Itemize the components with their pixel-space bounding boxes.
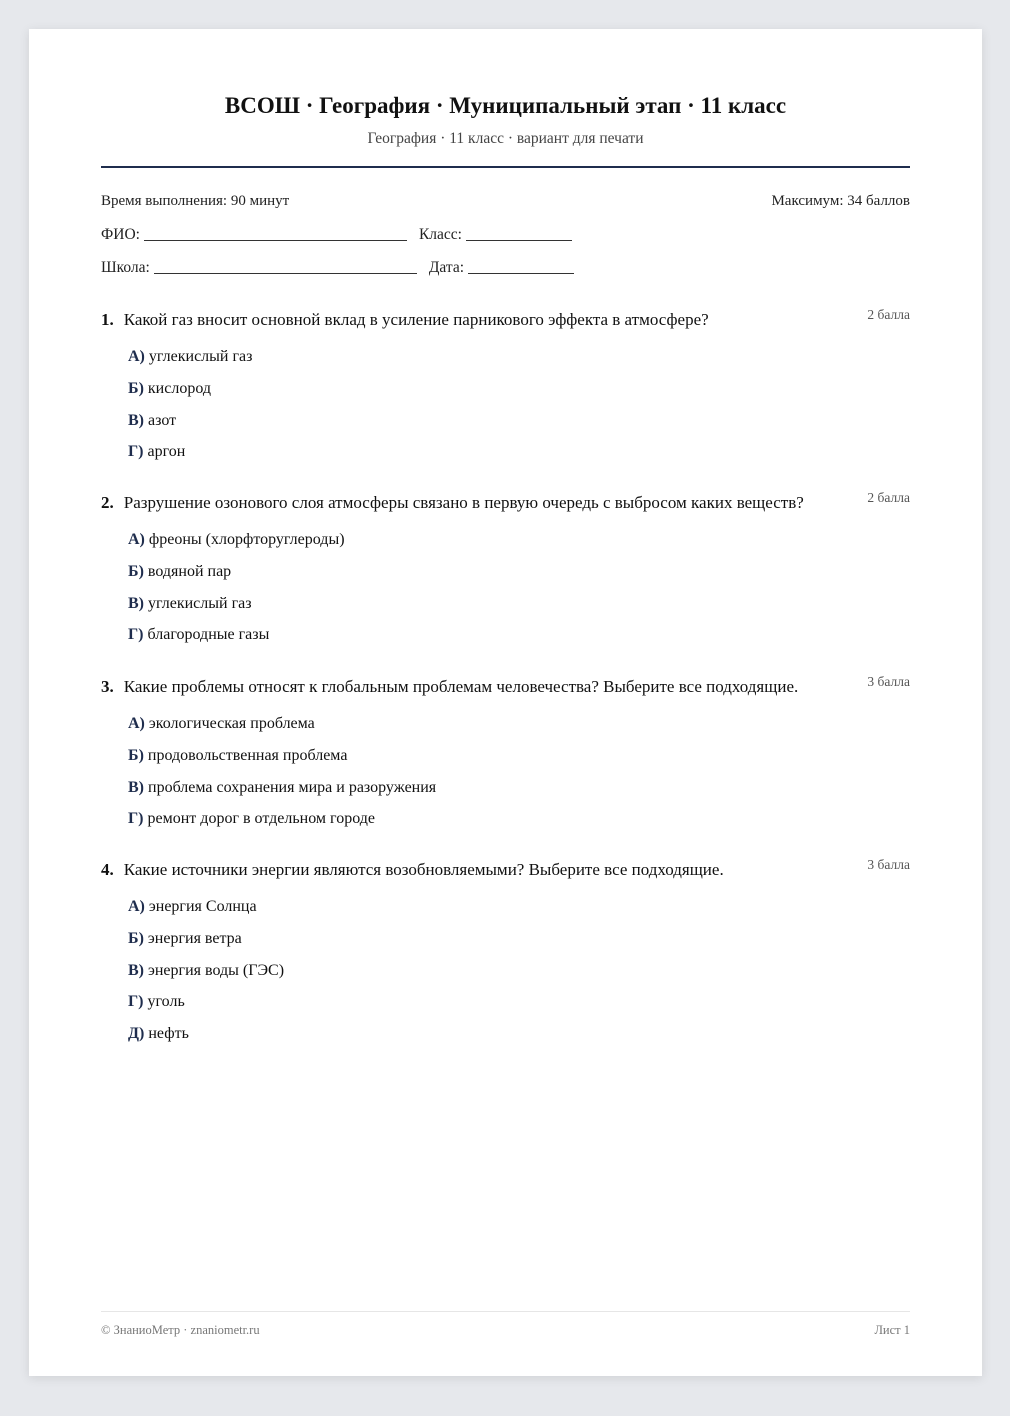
- question-number: 4.: [101, 860, 114, 879]
- option-text: энергия Солнца: [148, 898, 257, 915]
- answer-options: [128, 531, 345, 658]
- header-divider: [101, 166, 910, 168]
- answer-options: [128, 898, 284, 1057]
- answer-option[interactable]: [128, 930, 284, 962]
- footer-copyright: © ЗнаниоМетр · znaniometr.ru: [101, 1323, 260, 1337]
- option-letter: Г): [128, 626, 144, 644]
- option-letter: А): [128, 715, 145, 732]
- question-1: [101, 307, 910, 461]
- footer-sheet-number: Лист 1: [874, 1323, 910, 1337]
- option-text: энергия ветра: [147, 929, 242, 947]
- answer-option[interactable]: [128, 747, 436, 779]
- answer-option[interactable]: [128, 993, 284, 1025]
- option-text: азот: [148, 411, 177, 429]
- option-letter: А): [128, 898, 145, 915]
- date-blank[interactable]: [468, 259, 574, 274]
- option-letter: Б): [128, 379, 144, 397]
- option-letter: В): [128, 594, 144, 612]
- option-letter: Г): [128, 810, 144, 828]
- question-points: 2 балла: [867, 490, 910, 505]
- answer-option[interactable]: [128, 810, 436, 842]
- question-points: 2 балла: [867, 307, 910, 322]
- answer-options: [128, 348, 252, 475]
- option-text: ремонт дорог в отдельном городе: [147, 810, 375, 828]
- option-text: экологическая проблема: [148, 715, 315, 732]
- question-prompt: Разрушение озонового слоя атмосферы связано в первую очередь с выбросом каких веществ?: [123, 493, 804, 512]
- option-text: водяной пар: [147, 562, 232, 580]
- question-number: 2.: [101, 493, 114, 512]
- answer-option[interactable]: [128, 380, 252, 412]
- option-text: аргон: [147, 443, 186, 461]
- question-4: [101, 857, 910, 1043]
- answer-option[interactable]: [128, 443, 252, 475]
- question-text: [101, 493, 910, 513]
- fio-class-row: [101, 226, 572, 244]
- option-text: благородные газы: [147, 626, 270, 644]
- option-letter: В): [128, 411, 144, 429]
- answer-option[interactable]: [128, 563, 345, 595]
- option-text: уголь: [147, 993, 185, 1011]
- option-letter: Б): [128, 929, 144, 947]
- answer-option[interactable]: [128, 595, 345, 627]
- question-points: 3 балла: [867, 857, 910, 872]
- page-subtitle: География · 11 класс · вариант для печати: [367, 130, 644, 147]
- answer-options: [128, 715, 436, 842]
- answer-option[interactable]: [128, 348, 252, 380]
- question-prompt: Какой газ вносит основной вклад в усиление парникового эффекта в атмосфере?: [123, 310, 709, 329]
- option-letter: Б): [128, 746, 144, 764]
- fio-blank[interactable]: [144, 226, 407, 241]
- answer-option[interactable]: [128, 412, 252, 444]
- school-blank[interactable]: [154, 259, 417, 274]
- option-text: энергия воды (ГЭС): [148, 961, 285, 979]
- question-prompt: Какие проблемы относят к глобальным проблемам человечества? Выберите все подходящие.: [123, 677, 799, 696]
- class-blank[interactable]: [466, 226, 572, 241]
- answer-option[interactable]: [128, 715, 436, 747]
- question-text: [101, 310, 910, 330]
- option-letter: Г): [128, 993, 144, 1011]
- option-text: кислород: [147, 379, 212, 397]
- answer-option[interactable]: [128, 898, 284, 930]
- page-title: ВСОШ · География · Муниципальный этап · 11 класс: [224, 93, 787, 118]
- option-text: углекислый газ: [148, 594, 252, 612]
- school-date-row: [101, 259, 574, 277]
- option-letter: Г): [128, 443, 144, 461]
- option-letter: В): [128, 778, 144, 796]
- option-letter: А): [128, 348, 145, 365]
- answer-option[interactable]: [128, 531, 345, 563]
- question-points: 3 балла: [867, 674, 910, 689]
- fio-label: ФИО:: [101, 226, 140, 243]
- option-letter: Б): [128, 562, 144, 580]
- footer-divider: [101, 1311, 910, 1312]
- option-letter: Д): [128, 1025, 145, 1043]
- class-label: Класс:: [418, 226, 462, 243]
- option-text: проблема сохранения мира и разоружения: [148, 778, 437, 796]
- answer-option[interactable]: [128, 962, 284, 994]
- option-text: продовольственная проблема: [147, 746, 348, 764]
- question-2: [101, 490, 910, 644]
- time-limit: Время выполнения: 90 минут: [101, 193, 290, 209]
- option-text: нефть: [148, 1025, 189, 1043]
- option-letter: В): [128, 961, 144, 979]
- question-number: 3.: [101, 677, 114, 696]
- answer-option[interactable]: [128, 1025, 284, 1057]
- option-text: фреоны (хлорфторуглероды): [148, 531, 345, 548]
- date-label: Дата:: [428, 259, 465, 276]
- sheet-content: [101, 29, 910, 1376]
- question-prompt: Какие источники энергии являются возобновляемыми? Выберите все подходящие.: [123, 860, 724, 879]
- school-label: Школа:: [101, 259, 150, 276]
- print-sheet: [29, 29, 982, 1376]
- question-text: [101, 677, 910, 697]
- option-text: углекислый газ: [148, 348, 253, 365]
- question-3: [101, 674, 910, 828]
- answer-option[interactable]: [128, 779, 436, 811]
- question-number: 1.: [101, 310, 114, 329]
- answer-option[interactable]: [128, 626, 345, 658]
- option-letter: А): [128, 531, 145, 548]
- max-score: Максимум: 34 баллов: [771, 193, 910, 209]
- question-text: [101, 860, 910, 880]
